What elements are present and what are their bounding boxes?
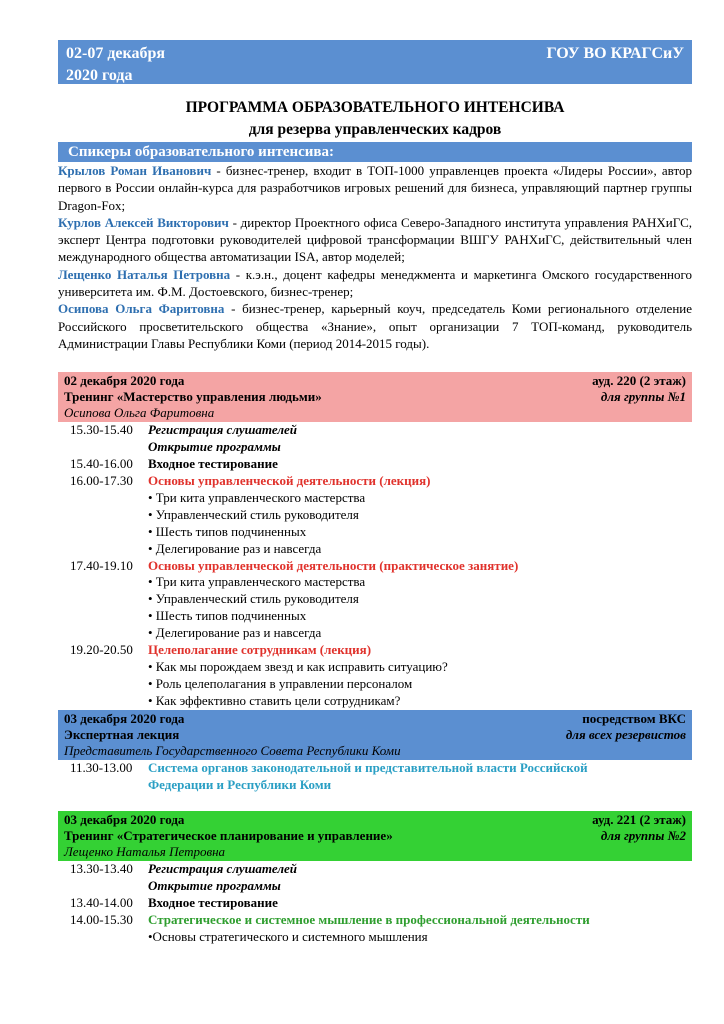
day2-group: для всех резервистов — [565, 726, 686, 742]
bullet-item: •Основы стратегического и системного мышления — [148, 929, 428, 945]
page-title: ПРОГРАММА ОБРАЗОВАТЕЛЬНОГО ИНТЕНСИВА — [185, 99, 565, 116]
speaker-desc: - бизнес-тренер, карьерный коуч, председатель Коми регионального отделение Российского просветительского общества «Знание», опыт организации 7 ТОП-команд, руководитель Администрации Главы Республики Коми (период 2014-2015 годы). — [58, 301, 693, 351]
day2-schedule — [58, 760, 692, 794]
program-page — [58, 40, 692, 946]
schedule-time: 11.30-13.00 — [70, 759, 133, 775]
schedule-item: Входное тестирование — [148, 895, 278, 911]
day1-trainer: Осипова Ольга Фаритовна — [64, 405, 215, 421]
day3-room: ауд. 221 (2 этаж) — [592, 812, 686, 828]
day2-room: посредством ВКС — [582, 710, 686, 726]
bullet-item: • Три кита управленческого мастерства — [148, 489, 366, 505]
schedule-topic: Система органов законодательной и представительной власти Российской — [148, 759, 588, 775]
header-banner — [58, 40, 692, 84]
header-org: ГОУ ВО КРАГСиУ — [546, 45, 684, 62]
page-subtitle: для резерва управленческих кадров — [248, 121, 502, 138]
day1-group: для группы №1 — [600, 389, 686, 405]
day2-header — [58, 710, 692, 760]
bullet-item: • Делегирование раз и навсегда — [148, 625, 322, 641]
day2-speaker: Представитель Государственного Совета Республики Коми — [64, 742, 401, 758]
day3-group: для группы №2 — [600, 828, 686, 844]
day3-header — [58, 811, 692, 861]
bullet-item: • Управленческий стиль руководителя — [148, 591, 359, 607]
schedule-row — [58, 861, 692, 895]
schedule-time: 13.30-13.40 — [70, 861, 133, 877]
day2-lecture: Экспертная лекция — [64, 726, 180, 742]
day3-schedule — [58, 861, 692, 946]
speaker-name: Курлов Алексей Викторович — [58, 214, 229, 230]
speaker-item — [58, 300, 692, 352]
schedule-time: 19.20-20.50 — [70, 642, 133, 658]
day3-training: Тренинг «Стратегическое планирование и управление» — [64, 828, 393, 844]
day1-room: ауд. 220 (2 этаж) — [592, 373, 686, 389]
schedule-item: Входное тестирование — [148, 456, 278, 472]
bullet-item: • Как мы порождаем звезд и как исправить ситуацию? — [148, 658, 448, 674]
schedule-item: Регистрация слушателей — [148, 861, 297, 877]
bullet-item: • Роль целеполагания в управлении персоналом — [148, 675, 413, 691]
speaker-desc: - к.э.н., доцент кафедры менеджмента и маркетинга Омского государственного университета им. Ф.М. Достоевского, бизнес-тренер; — [58, 266, 692, 300]
schedule-time: 14.00-15.30 — [70, 912, 133, 928]
schedule-topic: Основы управленческой деятельности (практическое занятие) — [148, 557, 519, 573]
schedule-topic: Стратегическое и системное мышление в профессиональной деятельности — [148, 912, 590, 928]
day1-training: Тренинг «Мастерство управления людьми» — [64, 389, 322, 405]
schedule-row — [58, 456, 692, 473]
header-dates-line1: 02-07 декабря — [66, 45, 166, 62]
bullet-item: • Как эффективно ставить цели сотрудникам? — [148, 692, 401, 708]
speakers-list — [58, 162, 692, 352]
day3-date: 03 декабря 2020 года — [64, 812, 185, 828]
day1-header — [58, 372, 692, 422]
speakers-heading: Спикеры образовательного интенсива: — [58, 142, 692, 162]
schedule-time: 13.40-14.00 — [70, 895, 133, 911]
header-dates-line2: 2020 года — [66, 67, 133, 84]
speaker-name: Осипова Ольга Фаритовна — [58, 301, 225, 317]
day1-schedule — [58, 422, 692, 709]
schedule-topic-cont: Федерации и Республики Коми — [148, 776, 332, 792]
day1-date: 02 декабря 2020 года — [64, 373, 185, 389]
schedule-item: Открытие программы — [148, 439, 281, 455]
schedule-time: 16.00-17.30 — [70, 472, 133, 488]
day3-trainer: Лещенко Наталья Петровна — [64, 844, 226, 860]
schedule-row — [58, 558, 692, 643]
bullet-item: • Шесть типов подчиненных — [148, 608, 307, 624]
schedule-topic: Целеполагание сотрудникам (лекция) — [148, 642, 372, 658]
schedule-row — [58, 642, 692, 710]
speaker-item — [58, 162, 692, 214]
header-dates — [66, 43, 266, 84]
schedule-item: Открытие программы — [148, 878, 281, 894]
speaker-item — [58, 266, 692, 301]
speaker-name: Лещенко Наталья Петровна — [58, 266, 231, 282]
day2-date: 03 декабря 2020 года — [64, 710, 185, 726]
bullet-item: • Управленческий стиль руководителя — [148, 506, 359, 522]
schedule-row — [58, 760, 692, 794]
schedule-time: 17.40-19.10 — [70, 557, 133, 573]
schedule-item: Регистрация слушателей — [148, 422, 297, 438]
schedule-topic: Основы управленческой деятельности (лекция) — [148, 472, 431, 488]
schedule-row — [58, 473, 692, 558]
speaker-name: Крылов Роман Иванович — [58, 163, 212, 178]
speaker-item — [58, 214, 692, 266]
schedule-time: 15.30-15.40 — [70, 422, 133, 438]
schedule-row — [58, 895, 692, 912]
bullet-item: • Три кита управленческого мастерства — [148, 574, 366, 590]
bullet-item: • Шесть типов подчиненных — [148, 523, 307, 539]
bullet-item: • Делегирование раз и навсегда — [148, 540, 322, 556]
speaker-desc: - бизнес-тренер, входит в ТОП-1000 управленцев проекта «Лидеры России», автор первого в России онлайн-курса для разработчиков игровых решений для бизнеса, управляющий партнер группы Dragon-Fox; — [58, 163, 692, 213]
schedule-row — [58, 912, 692, 946]
speaker-desc: - директор Проектного офиса Северо-Западного института управления РАНХиГС, эксперт Центра подготовки руководителей цифровой трансформации ВШГУ РАНХиГС, действительный член международного общества автоматизации ISA, автор моделей; — [58, 214, 693, 265]
schedule-row — [58, 422, 692, 456]
schedule-time: 15.40-16.00 — [70, 456, 133, 472]
